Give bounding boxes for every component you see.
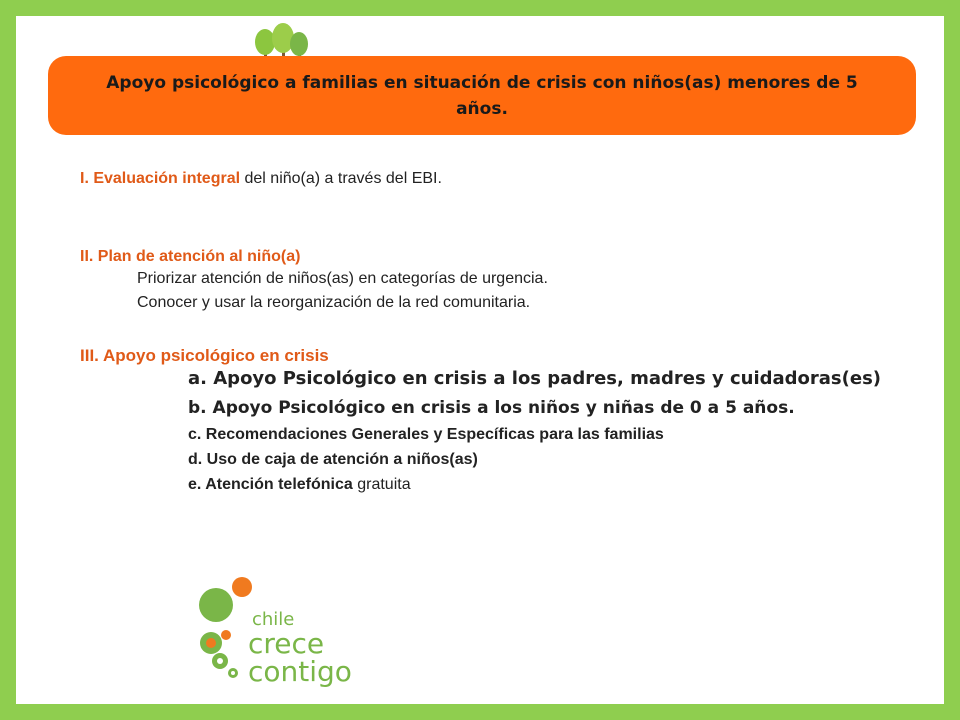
section-2-title: II. Plan de atención al niño(a) bbox=[80, 248, 301, 265]
section-1-title: I. Evaluación integral bbox=[80, 170, 241, 187]
section-3-item-d: d. Uso de caja de atención a niños(as) bbox=[188, 451, 478, 468]
page-title: Apoyo psicológico a familias en situación de crisis con niños(as) menores de 5 años. bbox=[106, 72, 858, 119]
chile-crece-contigo-logo bbox=[186, 571, 386, 701]
logo-dot-green-large bbox=[199, 588, 233, 622]
logo-dot-orange-small bbox=[221, 630, 231, 640]
logo-dot-center bbox=[206, 638, 216, 648]
section-3-item-b: b. Apoyo Psicológico en crisis a los niños y niñas de 0 a 5 años. bbox=[188, 398, 795, 418]
section-3-item-e-rest: gratuita bbox=[352, 476, 411, 493]
section-3-title: III. Apoyo psicológico en crisis bbox=[80, 346, 329, 365]
section-3-item-e-bold: e. Atención telefónica bbox=[188, 476, 353, 493]
slide bbox=[16, 16, 944, 704]
section-2-item: Priorizar atención de niños(as) en categorías de urgencia. bbox=[137, 270, 548, 287]
section-2-item: Conocer y usar la reorganización de la red comunitaria. bbox=[137, 294, 531, 311]
section-1 bbox=[80, 170, 442, 188]
section-1-text: del niño(a) a través del EBI. bbox=[240, 170, 442, 187]
section-3-item-a: a. Apoyo Psicológico en crisis a los padres, madres y cuidadoras(es) bbox=[188, 368, 882, 389]
title-banner bbox=[48, 56, 916, 135]
section-3-item-c: c. Recomendaciones Generales y Específicas para las familias bbox=[188, 426, 664, 443]
logo-dot-orange-large bbox=[232, 577, 252, 597]
section-3-item-e bbox=[188, 476, 411, 494]
logo-text-contigo: contigo bbox=[248, 655, 352, 688]
logo-text-chile: chile bbox=[252, 609, 295, 630]
logo-text-crece: crece bbox=[248, 627, 325, 660]
